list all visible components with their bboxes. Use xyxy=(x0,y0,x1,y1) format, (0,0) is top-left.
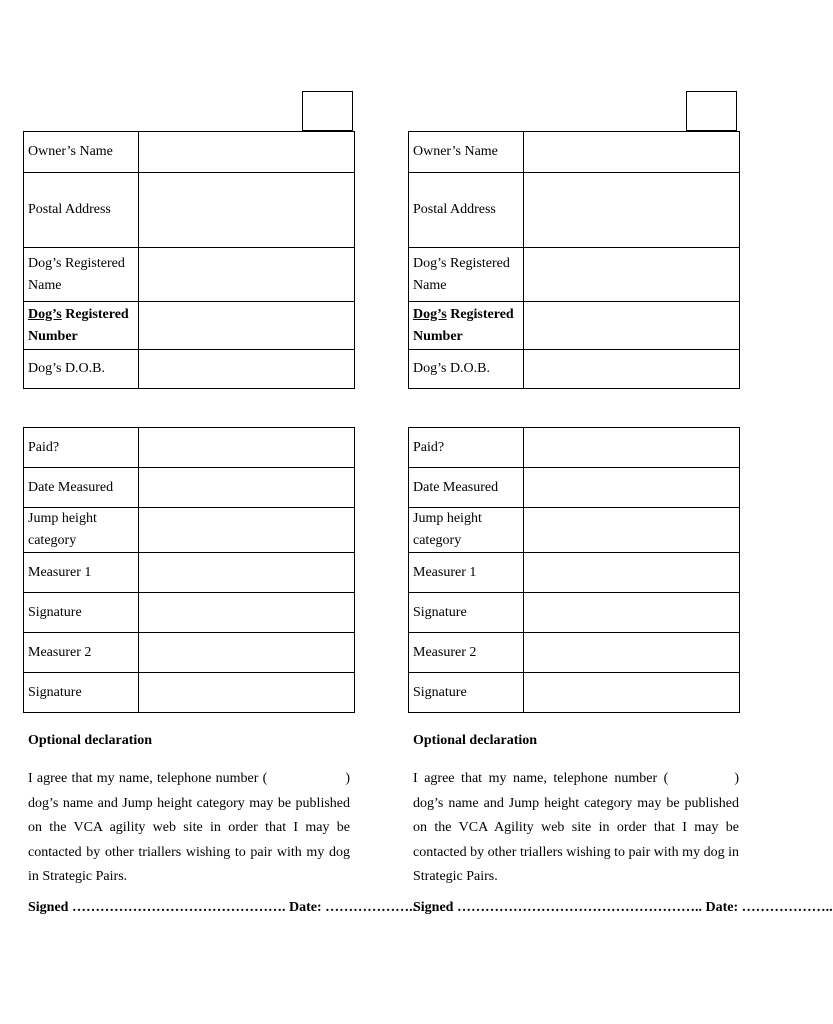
entry-number-box[interactable] xyxy=(302,91,353,131)
table-row xyxy=(24,302,355,350)
declaration-text-part1: I agree that my name, telephone number ( xyxy=(413,771,669,786)
dogs-registered-number-label xyxy=(409,302,524,350)
table-row xyxy=(409,350,740,389)
table-row xyxy=(24,593,355,633)
dogs-underlined-word: Dog’s xyxy=(28,306,62,322)
measurer-2-field[interactable] xyxy=(524,633,740,673)
dogs-registered-name-field[interactable] xyxy=(139,248,355,302)
table-row xyxy=(409,593,740,633)
table-row xyxy=(409,468,740,508)
table-row xyxy=(24,508,355,553)
date-measured-field[interactable] xyxy=(524,468,740,508)
declaration-title: Optional declaration xyxy=(413,733,538,748)
signature-2-field[interactable] xyxy=(524,673,740,713)
paid-label: Paid? xyxy=(409,428,524,468)
date-measured-label: Date Measured xyxy=(409,468,524,508)
table-row xyxy=(24,350,355,389)
measurer-2-label: Measurer 2 xyxy=(409,633,524,673)
owners-name-label: Owner’s Name xyxy=(24,132,139,173)
table-row xyxy=(409,508,740,553)
signature-2-label: Signature xyxy=(409,673,524,713)
table-row xyxy=(24,553,355,593)
paid-field[interactable] xyxy=(139,428,355,468)
registered-number-text: Registered Number xyxy=(413,306,514,344)
date-measured-label: Date Measured xyxy=(24,468,139,508)
signature-1-field[interactable] xyxy=(524,593,740,633)
measurer-1-field[interactable] xyxy=(139,553,355,593)
table-row xyxy=(409,428,740,468)
dogs-dob-label: Dog’s D.O.B. xyxy=(24,350,139,389)
entry-number-box[interactable] xyxy=(686,91,737,131)
declaration-text xyxy=(28,767,350,890)
signature-2-field[interactable] xyxy=(139,673,355,713)
date-measured-field[interactable] xyxy=(139,468,355,508)
declaration-text-part2: ) dog’s name and Jump height category may be published on the VCA agility web site in order that I may be contacted by other triallers wishing to pair with my dog in Strategic Pairs. xyxy=(28,771,350,884)
signature-1-field[interactable] xyxy=(139,593,355,633)
dog-details-table xyxy=(408,131,740,389)
table-row xyxy=(409,248,740,302)
postal-address-label: Postal Address xyxy=(409,173,524,248)
jump-height-category-field[interactable] xyxy=(524,508,740,553)
table-row xyxy=(409,132,740,173)
measurer-1-label: Measurer 1 xyxy=(409,553,524,593)
table-row xyxy=(24,428,355,468)
paid-label: Paid? xyxy=(24,428,139,468)
dogs-registered-name-label: Dog’s Registered Name xyxy=(24,248,139,302)
dogs-registered-name-label: Dog’s Registered Name xyxy=(409,248,524,302)
table-row xyxy=(409,553,740,593)
registered-number-text: Registered Number xyxy=(28,306,129,344)
dogs-dob-label: Dog’s D.O.B. xyxy=(409,350,524,389)
table-row xyxy=(409,633,740,673)
dogs-registered-number-field[interactable] xyxy=(524,302,740,350)
signature-1-label: Signature xyxy=(409,593,524,633)
postal-address-label: Postal Address xyxy=(24,173,139,248)
measurement-table xyxy=(23,427,355,713)
declaration-title: Optional declaration xyxy=(28,733,153,748)
table-row xyxy=(24,132,355,173)
dogs-registered-name-field[interactable] xyxy=(524,248,740,302)
declaration-text-part1: I agree that my name, telephone number ( xyxy=(28,771,268,786)
measurer-1-field[interactable] xyxy=(524,553,740,593)
paid-field[interactable] xyxy=(524,428,740,468)
signature-1-label: Signature xyxy=(24,593,139,633)
signature-2-label: Signature xyxy=(24,673,139,713)
jump-height-category-label: Jump height category xyxy=(409,508,524,553)
table-row xyxy=(24,673,355,713)
dogs-registered-number-field[interactable] xyxy=(139,302,355,350)
dogs-dob-field[interactable] xyxy=(524,350,740,389)
table-row xyxy=(24,248,355,302)
table-row xyxy=(24,468,355,508)
owners-name-label: Owner’s Name xyxy=(409,132,524,173)
declaration-text-part2: ) dog’s name and Jump height category may be published on the VCA Agility web site in order that I may be contacted by other triallers wishing to pair with my dog in Strategic Pairs. xyxy=(413,771,739,884)
signed-date-line[interactable]: Signed ………………………………………. Date: ……………….. xyxy=(28,900,417,915)
dogs-registered-number-label xyxy=(24,302,139,350)
jump-height-category-label: Jump height category xyxy=(24,508,139,553)
dog-details-table xyxy=(23,131,355,389)
table-row xyxy=(409,673,740,713)
table-row xyxy=(409,173,740,248)
owners-name-field[interactable] xyxy=(139,132,355,173)
dogs-underlined-word: Dog’s xyxy=(413,306,447,322)
dogs-dob-field[interactable] xyxy=(139,350,355,389)
jump-height-category-field[interactable] xyxy=(139,508,355,553)
table-row xyxy=(409,302,740,350)
postal-address-field[interactable] xyxy=(139,173,355,248)
signed-date-line[interactable]: Signed …………………………………………….. Date: ……………….. xyxy=(413,900,833,915)
measurer-2-label: Measurer 2 xyxy=(24,633,139,673)
postal-address-field[interactable] xyxy=(524,173,740,248)
measurer-2-field[interactable] xyxy=(139,633,355,673)
table-row xyxy=(24,173,355,248)
owners-name-field[interactable] xyxy=(524,132,740,173)
declaration-text xyxy=(413,767,739,890)
measurement-table xyxy=(408,427,740,713)
measurer-1-label: Measurer 1 xyxy=(24,553,139,593)
table-row xyxy=(24,633,355,673)
